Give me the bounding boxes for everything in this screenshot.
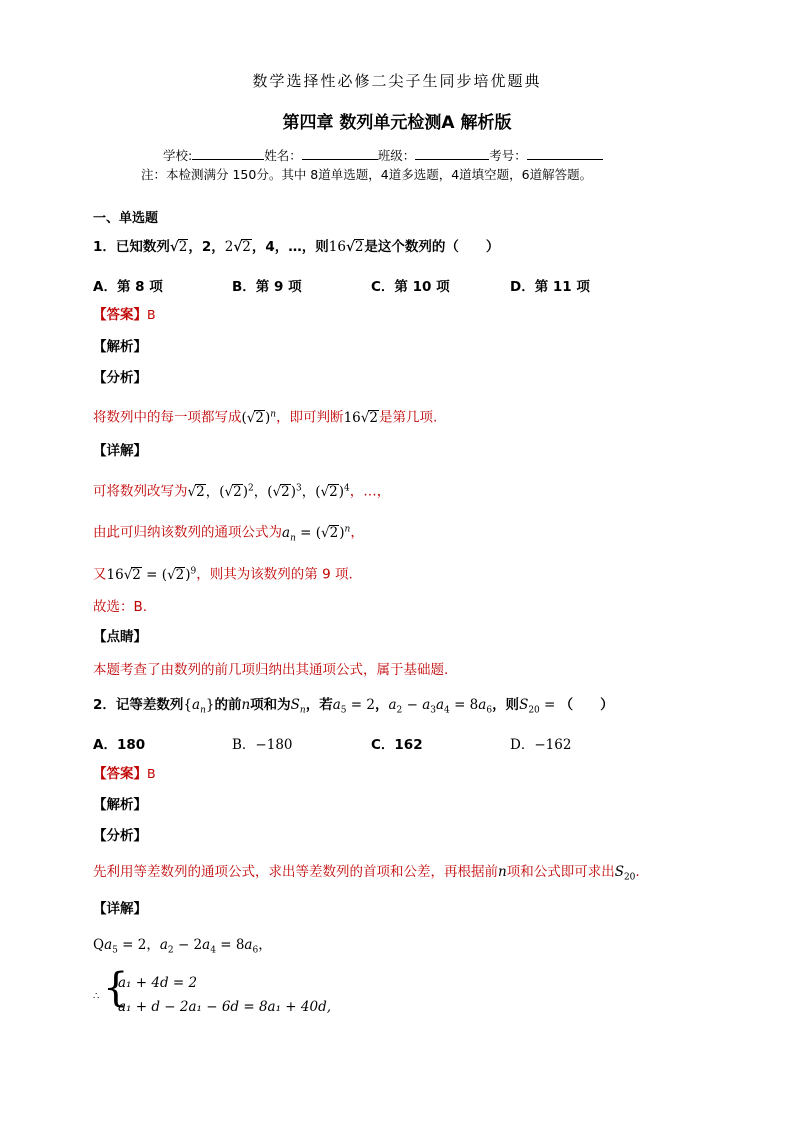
q1-dianjing-text: 本题考查了由数列的前几项归纳出其通项公式，属于基础题. xyxy=(93,662,449,678)
q1-xiangjie-tag: 【详解】 xyxy=(93,443,147,459)
school-label: 学校: xyxy=(163,148,193,163)
q2-option-c[interactable]: C．162 xyxy=(371,737,423,753)
exam-info-line xyxy=(163,147,603,165)
q1-answer: 【答案】B xyxy=(93,307,156,323)
series-title: 数学选择性必修二尖子生同步培优题典 xyxy=(252,72,542,90)
chapter-title: 第四章 数列单元检测A 解析版 xyxy=(282,113,512,133)
q2-system-bottom: a₁ + d − 2a₁ − 6d = 8a₁ + 40d, xyxy=(118,999,332,1015)
q1-dianjing-tag: 【点睛】 xyxy=(93,629,147,645)
q1-option-d[interactable]: D．第 11 项 xyxy=(510,279,590,295)
q1-stem: 1．已知数列√2，2，2√2，4，…，则16√2是这个数列的（ ） xyxy=(93,239,500,255)
name-blank[interactable] xyxy=(302,147,378,160)
q2-stem: 2．记等差数列$\{a_n\}$的前n项和为$S_n$，若$a_5 = 2$，$a_2 - a_3a_4 = 8a_6$，则$S_{20}$ = （ ） xyxy=(93,697,614,716)
q1-option-a[interactable]: A．第 8 项 xyxy=(93,279,163,295)
q2-xiangjie-tag: 【详解】 xyxy=(93,901,147,917)
q1-fenxi-text: 将数列中的每一项都写成$(√2)^n$，即可判断16√2是第几项. xyxy=(93,409,438,426)
q2-detail-1: $Qa_5 = 2$，$a_2 - 2a_4 = 8a_6$， xyxy=(93,937,272,956)
q1-analysis-tag: 【解析】 xyxy=(93,339,147,355)
q2-system-brace: { xyxy=(103,965,129,1011)
exam-note: 注：本检测满分 150分。其中 8道单选题，4道多选题，4道填空题，6道解答题。 xyxy=(141,167,593,182)
q1-option-c[interactable]: C．第 10 项 xyxy=(371,279,450,295)
q2-fenxi-text: 先利用等差数列的通项公式，求出等差数列的首项和公差，再根据前n项和公式即可求出$S_{20}$. xyxy=(93,864,640,883)
section-heading: 一、单选题 xyxy=(93,211,159,226)
q2-therefore: ∴ xyxy=(93,991,100,1002)
q2-option-d[interactable]: D．−162 xyxy=(510,737,572,753)
q2-analysis-tag: 【解析】 xyxy=(93,797,147,813)
q1-detail-1: 可将数列改写为√2，$(√2)^2$，$(√2)^3$，$(√2)^4$，…， xyxy=(93,483,391,500)
exam-no-blank[interactable] xyxy=(527,147,603,160)
class-label: 班级： xyxy=(377,148,416,163)
name-label: 姓名： xyxy=(264,148,302,163)
q2-answer: 【答案】B xyxy=(93,766,156,782)
q2-option-b[interactable]: B．−180 xyxy=(232,737,293,753)
q1-fenxi-tag: 【分析】 xyxy=(93,370,147,386)
q1-detail-3: 又$16√2 = (√2)^9$，则其为该数列的第 9 项. xyxy=(93,566,353,583)
school-blank[interactable] xyxy=(192,147,264,160)
q1-detail-2: 由此可归纳该数列的通项公式为$a_n = (√2)^n$， xyxy=(93,524,364,544)
q2-fenxi-tag: 【分析】 xyxy=(93,828,147,844)
q2-system-top: a₁ + 4d = 2 xyxy=(118,975,198,991)
class-blank[interactable] xyxy=(415,147,489,160)
exam-no-label: 考号： xyxy=(489,148,527,163)
q2-option-a[interactable]: A．180 xyxy=(93,737,146,753)
q1-detail-4: 故选：B. xyxy=(93,599,148,615)
q1-option-b[interactable]: B．第 9 项 xyxy=(232,279,302,295)
